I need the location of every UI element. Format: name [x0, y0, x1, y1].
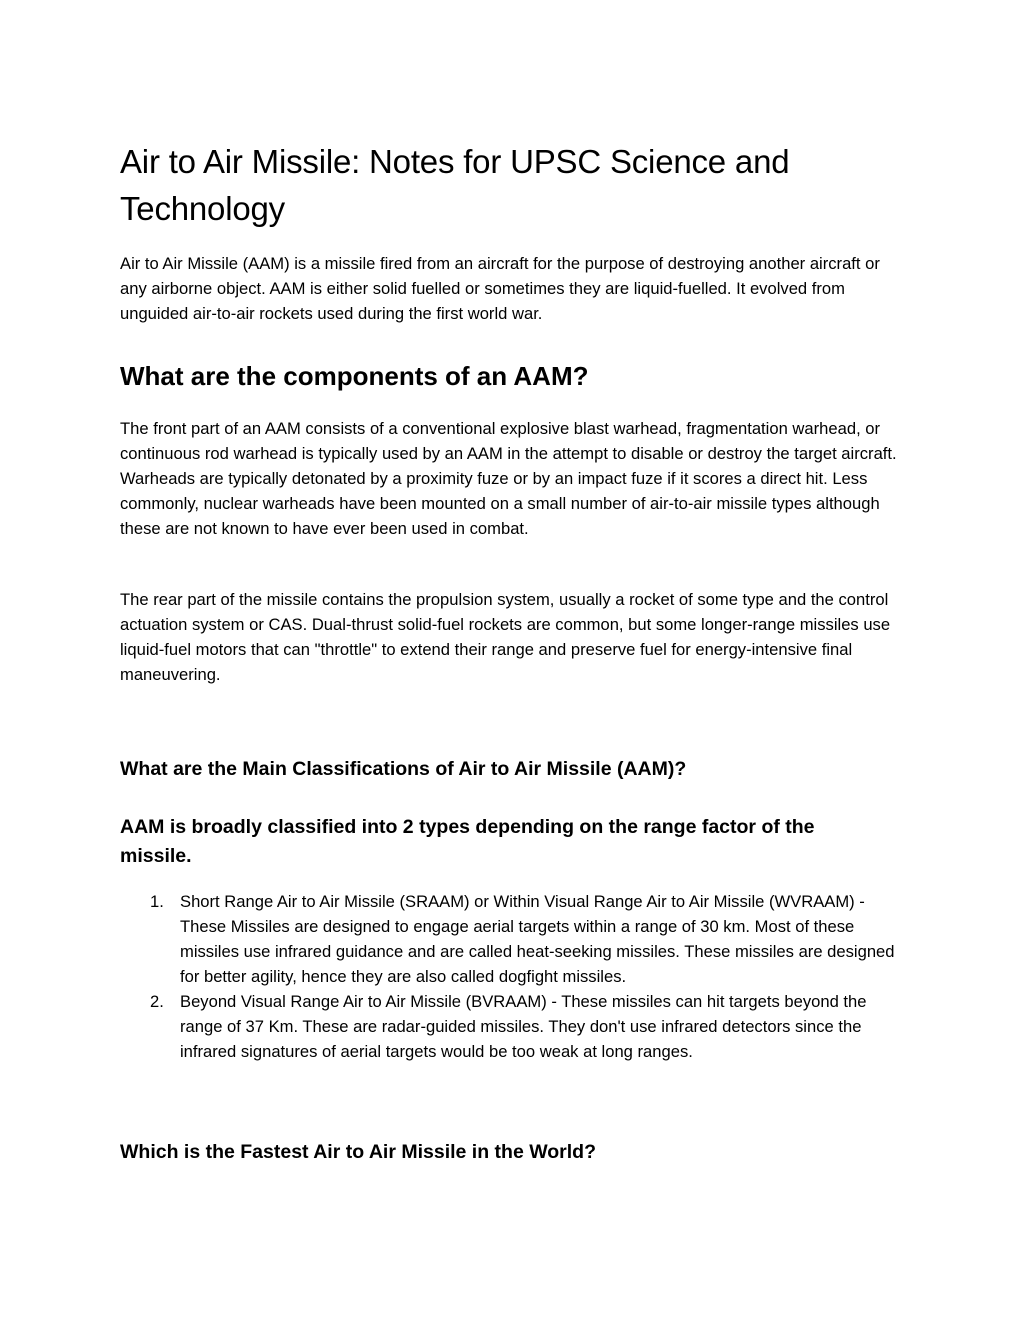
list-item	[120, 889, 900, 989]
list-number: 2.	[150, 992, 164, 1011]
components-paragraph-front: The front part of an AAM consists of a conventional explosive blast warhead, fragmentation warhead, or continuous rod warhead is typically used by an AAM in the attempt to disable or destroy the target aircraft. Warheads are typically detonated by a proximity fuze or by an impact fuze if it scores a direct hit. Less commonly, nuclear warheads have been mounted on a small number of air-to-air missile types although these are not known to have ever been used in combat.	[120, 419, 897, 538]
intro-paragraph: Air to Air Missile (AAM) is a missile fired from an aircraft for the purpose of destroying another aircraft or any airborne object. AAM is either solid fuelled or sometimes they are liquid-fuelled. It evolved from unguided air-to-air rockets used during the first world war.	[120, 254, 880, 323]
list-number: 1.	[150, 892, 164, 911]
section-heading-fastest: Which is the Fastest Air to Air Missile in the World?	[120, 1141, 596, 1163]
classification-list	[120, 889, 900, 1064]
list-item-text: Beyond Visual Range Air to Air Missile (BVRAAM) - These missiles can hit targets beyond the range of 37 Km. These are radar-guided missiles. They don't use infrared detectors since the infrared signatures of aerial targets would be too weak at long ranges.	[180, 992, 867, 1061]
document-title: Air to Air Missile: Notes for UPSC Science and Technology	[120, 143, 790, 227]
classification-subheading: AAM is broadly classified into 2 types depending on the range factor of the missile.	[120, 816, 815, 867]
components-paragraph-rear: The rear part of the missile contains the propulsion system, usually a rocket of some type and the control actuation system or CAS. Dual-thrust solid-fuel rockets are common, but some longer-range missiles use liquid-fuel motors that can "throttle" to extend their range and preserve fuel for energy-intensive final maneuvering.	[120, 590, 891, 684]
section-heading-components: What are the components of an AAM?	[120, 361, 589, 391]
section-heading-classifications: What are the Main Classifications of Air to Air Missile (AAM)?	[120, 758, 687, 780]
list-item	[120, 989, 900, 1064]
list-item-text: Short Range Air to Air Missile (SRAAM) or Within Visual Range Air to Air Missile (WVRAAM) - These Missiles are designed to engage aerial targets within a range of 30 km. Most of these missiles use infrared guidance and are called heat-seeking missiles. These missiles are designed for better agility, hence they are also called dogfight missiles.	[180, 892, 895, 986]
